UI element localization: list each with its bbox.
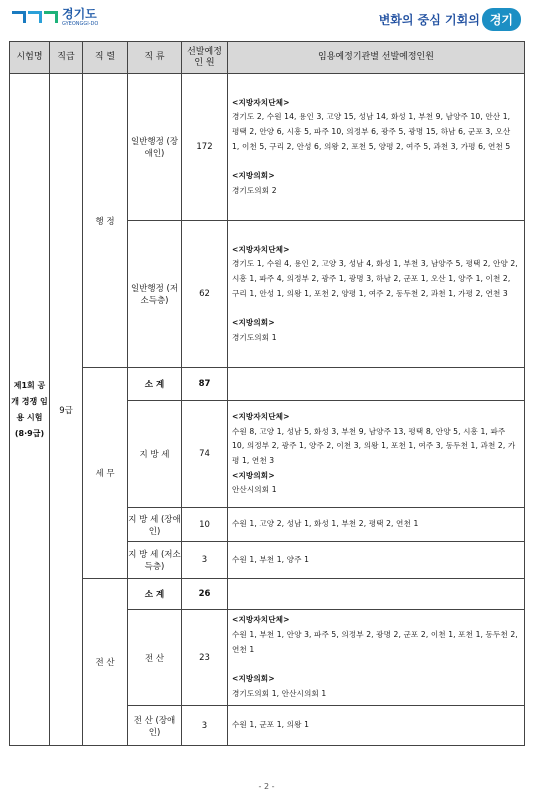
- series-tax-cell: [83, 368, 128, 579]
- series-admin: 행 정: [95, 216, 115, 227]
- orgs-cell: 수원 1, 군포 1, 의왕 1: [228, 706, 525, 746]
- count-cell: 3: [182, 706, 228, 746]
- kind-cell: 지 방 세 (장애인): [128, 508, 182, 542]
- subtotal-label: 소 계: [128, 368, 182, 401]
- kind-cell: 지 방 세: [128, 401, 182, 508]
- org-list: 수원 1, 부천 1, 안양 3, 파주 5, 의정부 2, 광명 2, 군포 2, 이천 1, 포천 1, 동두천 2, 연천 1: [232, 630, 518, 654]
- section-label: <지방의회>: [232, 171, 275, 181]
- slogan: [379, 8, 521, 31]
- gyeonggi-logo: [12, 8, 98, 32]
- subtotal-count: 26: [182, 579, 228, 610]
- page-number: - 2 -: [258, 782, 275, 791]
- orgs-cell: [228, 401, 525, 508]
- orgs-cell-empty: [228, 579, 525, 610]
- count-cell: 23: [182, 610, 228, 706]
- table-row: [10, 74, 525, 221]
- header-kind: 직 류: [128, 42, 182, 74]
- kind-cell: 지 방 세 (저소득층): [128, 542, 182, 579]
- page-header: [0, 0, 533, 40]
- header-grade: 직급: [50, 42, 83, 74]
- org-list: 경기도의회 1: [232, 332, 277, 342]
- org-list: 경기도 1, 수원 4, 용인 2, 고양 3, 성남 4, 화성 1, 부천 3, 남양주 5, 평택 2, 안양 2, 시흥 1, 파주 4, 의정부 2, 광주 1, 광명 3, 하남 2, 군포 1, 오산 1, 양주 1, 이천 2, 구리 1, 안성 1, 의왕 1, 포천 2, 양평 1, 여주 2, 동두천 2, 과천 1, 가평 2, 연천 3: [232, 259, 518, 298]
- section-label: <지방자치단체>: [232, 97, 290, 107]
- org-list: 안산시의회 1: [232, 485, 277, 495]
- series-admin-cell: [83, 74, 128, 368]
- kind-cell: 전 산: [128, 610, 182, 706]
- recruitment-table: [9, 41, 525, 746]
- kind-cell: 일반행정 (저소득층): [128, 221, 182, 368]
- subtotal-count: 87: [182, 368, 228, 401]
- subtotal-row: [10, 579, 525, 610]
- org-list: 경기도의회 1, 안산시의회 1: [232, 688, 327, 698]
- section-label: <지방의회>: [232, 674, 275, 684]
- section-label: <지방자치단체>: [232, 244, 290, 254]
- series-tax: 세 무: [95, 469, 115, 479]
- org-list: 수원 8, 고양 1, 성남 5, 화성 3, 부천 9, 남양주 13, 평택 8, 안양 5, 시흥 1, 파주 10, 의정부 2, 광주 1, 양주 2, 이천 3, 의왕 1, 포천 1, 여주 3, 동두천 1, 과천 2, 가평 1, 연천 3: [232, 426, 516, 465]
- exam-name-cell: [10, 74, 50, 746]
- count-cell: 62: [182, 221, 228, 368]
- subtotal-label: 소 계: [128, 579, 182, 610]
- count-cell: 3: [182, 542, 228, 579]
- orgs-cell: [228, 221, 525, 368]
- orgs-cell-empty: [228, 368, 525, 401]
- header-exam: 시험명: [10, 42, 50, 74]
- grade-value: 9급: [59, 405, 73, 416]
- header-series: 직 렬: [83, 42, 128, 74]
- kind-cell: 일반행정 (장애인): [128, 74, 182, 221]
- grade-cell: [50, 74, 83, 746]
- count-cell: 172: [182, 74, 228, 221]
- section-label: <지방의회>: [232, 318, 275, 328]
- exam-name: 제1회 공개 경쟁 임용 시험 (8·9급): [11, 380, 48, 438]
- section-label: <지방자치단체>: [232, 615, 290, 625]
- count-cell: 74: [182, 401, 228, 508]
- count-cell: 10: [182, 508, 228, 542]
- logo-english: GYEONGGI-DO: [62, 21, 99, 27]
- slogan-badge: 경기: [482, 8, 521, 31]
- orgs-cell: [228, 610, 525, 706]
- header-count: 선발예정 인 원: [182, 42, 228, 74]
- slogan-text: 변화의 중심 기회의: [378, 13, 480, 27]
- gyeonggi-logo-icon: [12, 11, 58, 23]
- logo-korean: 경기도: [62, 7, 97, 21]
- series-computer-cell: [83, 579, 128, 746]
- org-list: 경기도의회 2: [232, 185, 277, 195]
- section-label: <지방자치단체>: [232, 411, 290, 421]
- subtotal-row: [10, 368, 525, 401]
- orgs-cell: 수원 1, 고양 2, 성남 1, 화성 1, 부천 2, 평택 2, 연천 1: [228, 508, 525, 542]
- table-header-row: [10, 42, 525, 74]
- orgs-cell: 수원 1, 부천 1, 양주 1: [228, 542, 525, 579]
- series-computer: 전 산: [95, 658, 115, 668]
- section-label: <지방의회>: [232, 470, 275, 480]
- header-orgs: 임용예정기관별 선발예정인원: [228, 42, 525, 74]
- orgs-cell: [228, 74, 525, 221]
- org-list: 경기도 2, 수원 14, 용인 3, 고양 15, 성남 14, 화성 1, 부천 9, 남양주 10, 안산 1, 평택 2, 안양 6, 시흥 5, 파주 10, 의정부 6, 광주 5, 광명 15, 하남 6, 군포 3, 오산 1, 이천 5, 구리 2, 안성 6, 의왕 2, 포천 5, 양평 2, 여주 5, 과천 3, 가평 6, 연천 5: [232, 112, 511, 151]
- kind-cell: 전 산 (장애인): [128, 706, 182, 746]
